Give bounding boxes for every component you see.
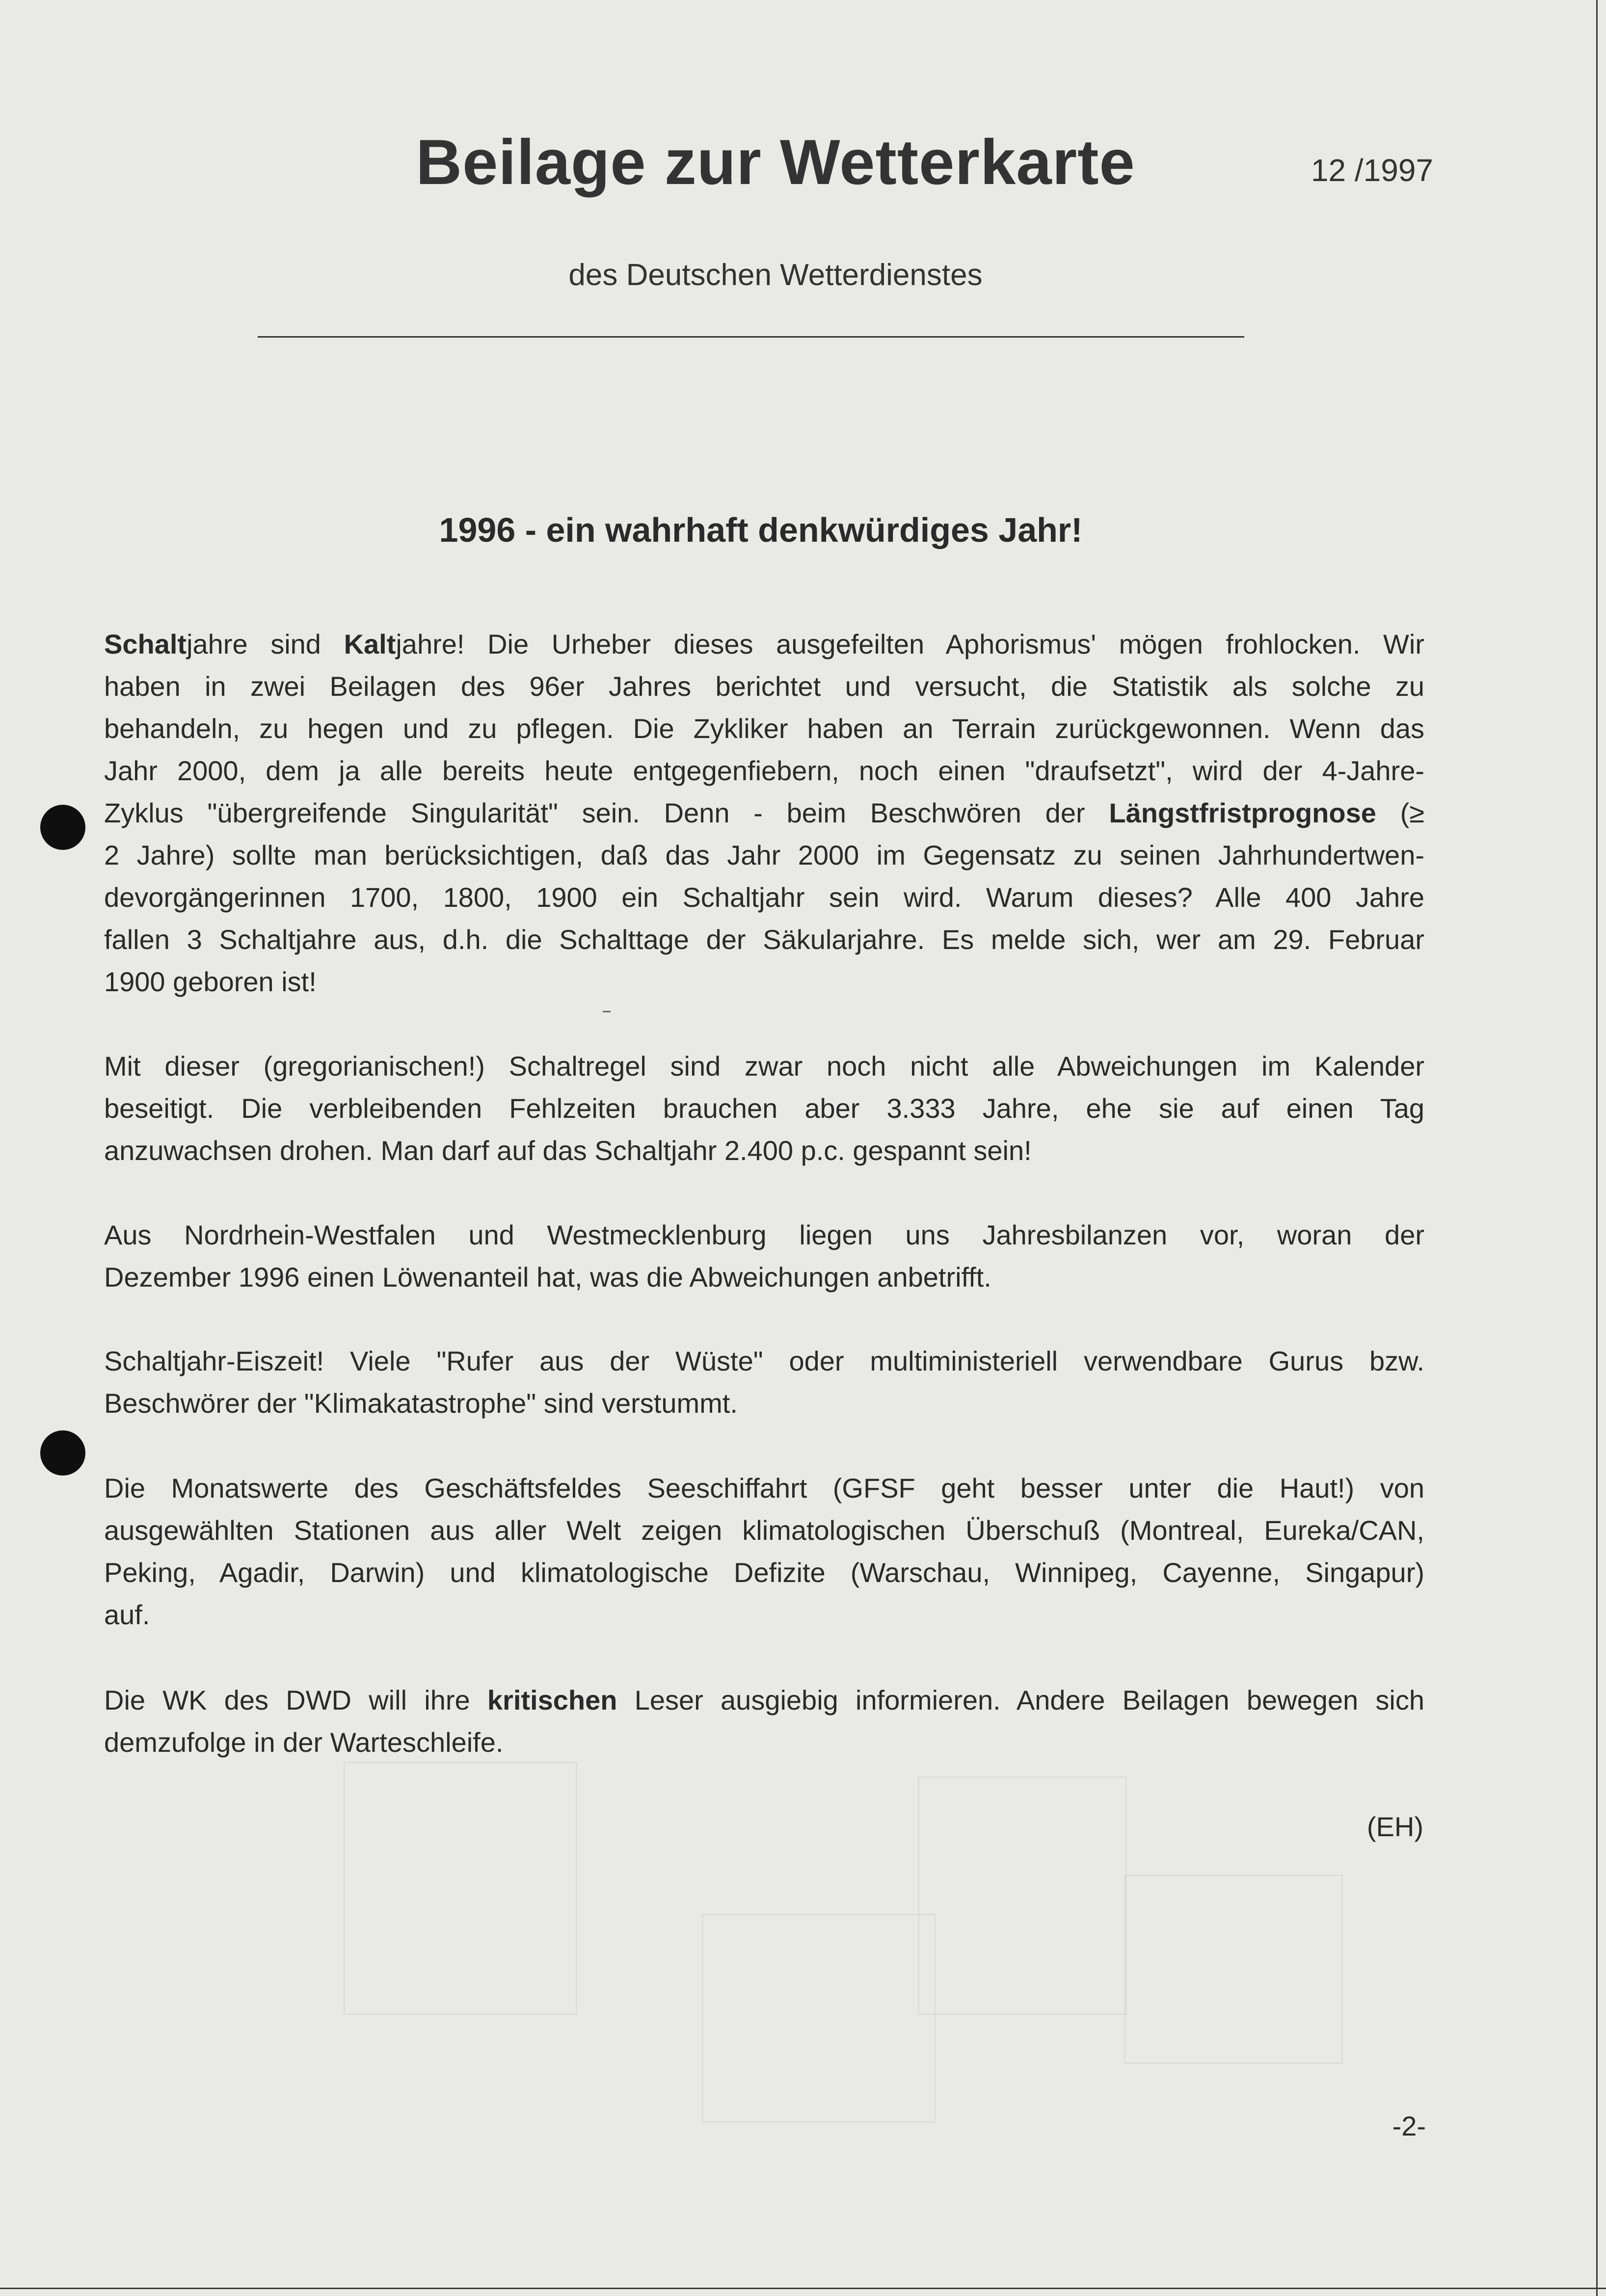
p1-line-3: behandeln, zu hegen und zu pflegen. Die Zykliker haben an Terrain zurückgewonnen. Wenn das — [104, 713, 1424, 744]
show-through-box-2 — [702, 1914, 936, 2123]
p3-line-2: Dezember 1996 einen Löwenanteil hat, was die Abweichungen anbetrifft. — [104, 1262, 991, 1293]
p6-text: Die WK des DWD will ihre — [104, 1685, 487, 1715]
punch-hole-top — [40, 805, 85, 850]
p6-bold-kritischen: kritischen — [487, 1685, 617, 1715]
p1-text: jahre sind — [187, 629, 344, 660]
p5-line-2: ausgewählten Stationen aus aller Welt zeigen klimatologischen Überschuß (Montreal, Eureka/CAN, — [104, 1515, 1424, 1546]
p3-line-1: Aus Nordrhein-Westfalen und Westmecklenburg liegen uns Jahresbilanzen vor, woran der — [104, 1219, 1424, 1250]
punch-hole-bottom — [40, 1430, 85, 1476]
header-divider — [258, 336, 1244, 338]
stray-mark — [603, 1011, 611, 1012]
show-through-box-4 — [1124, 1874, 1343, 2064]
p4-line-2: Beschwörer der "Klimakatastrophe" sind verstummt. — [104, 1388, 738, 1419]
p2-line-1: Mit dieser (gregorianischen!) Schaltregel sind zwar noch nicht alle Abweichungen im Kalender — [104, 1051, 1424, 1082]
p1-bold-prognose: Längstfristprognose — [1109, 797, 1376, 828]
document-title: Beilage zur Wetterkarte — [416, 126, 1135, 198]
p1-text: Zyklus "übergreifende Singularität" sein. Denn - beim Beschwören der — [104, 797, 1109, 828]
p1-text: (≥ — [1376, 797, 1424, 828]
p1-line-5 — [104, 792, 1424, 834]
p1-line-6: 2 Jahre) sollte man berücksichtigen, daß das Jahr 2000 im Gegensatz zu seinen Jahrhundertwen- — [104, 840, 1424, 871]
p5-line-4: auf. — [104, 1599, 150, 1630]
page-edge-right — [1596, 0, 1598, 2296]
p1-bold-kalt: Kalt — [344, 629, 396, 660]
p6-text: Leser ausgiebig informieren. Andere Beilagen bewegen sich — [617, 1685, 1425, 1715]
p1-line-4: Jahr 2000, dem ja alle bereits heute entgegenfiebern, noch einen "draufsetzt", wird der 4-Jahre- — [104, 755, 1424, 786]
p1-line-2: haben in zwei Beilagen des 96er Jahres berichtet und versucht, die Statistik als solche zu — [104, 671, 1424, 702]
p1-line-1 — [104, 623, 1424, 665]
p4-line-1: Schaltjahr-Eiszeit! Viele "Rufer aus der Wüste" oder multiministeriell verwendbare Gurus bzw. — [104, 1346, 1424, 1376]
author-signature: (EH) — [1366, 1811, 1423, 1842]
p1-line-7: devorgängerinnen 1700, 1800, 1900 ein Schaltjahr sein wird. Warum dieses? Alle 400 Jahre — [104, 882, 1424, 913]
p1-line-9: 1900 geboren ist! — [104, 966, 317, 997]
issue-number: 12 /1997 — [1311, 153, 1433, 188]
p6-line-2: demzufolge in der Warteschleife. — [104, 1727, 504, 1758]
p6-line-1 — [104, 1679, 1424, 1721]
page-number: -2- — [1392, 2111, 1426, 2141]
p5-line-1: Die Monatswerte des Geschäftsfeldes Seeschiffahrt (GFSF geht besser unter die Haut!) von — [104, 1473, 1424, 1504]
p2-line-3: anzuwachsen drohen. Man darf auf das Schaltjahr 2.400 p.c. gespannt sein! — [104, 1135, 1032, 1166]
p5-line-3: Peking, Agadir, Darwin) und klimatologische Defizite (Warschau, Winnipeg, Cayenne, Singapur) — [104, 1557, 1424, 1588]
p2-line-2: beseitigt. Die verbleibenden Fehlzeiten brauchen aber 3.333 Jahre, ehe sie auf einen Tag — [104, 1093, 1424, 1124]
article-heading: 1996 - ein wahrhaft denkwürdiges Jahr! — [439, 511, 1083, 549]
show-through-box-3 — [918, 1776, 1127, 2015]
p1-text: jahre! Die Urheber dieses ausgefeilten Aphorismus' mögen frohlocken. Wir — [396, 629, 1424, 660]
page-edge-bottom — [0, 2288, 1606, 2289]
p1-line-8: fallen 3 Schaltjahre aus, d.h. die Schalttage der Säkularjahre. Es melde sich, wer am 29. Februar — [104, 924, 1424, 955]
show-through-box-1 — [344, 1762, 577, 2015]
p1-bold-schalt: Schalt — [104, 629, 187, 660]
document-subtitle: des Deutschen Wetterdienstes — [568, 258, 983, 292]
